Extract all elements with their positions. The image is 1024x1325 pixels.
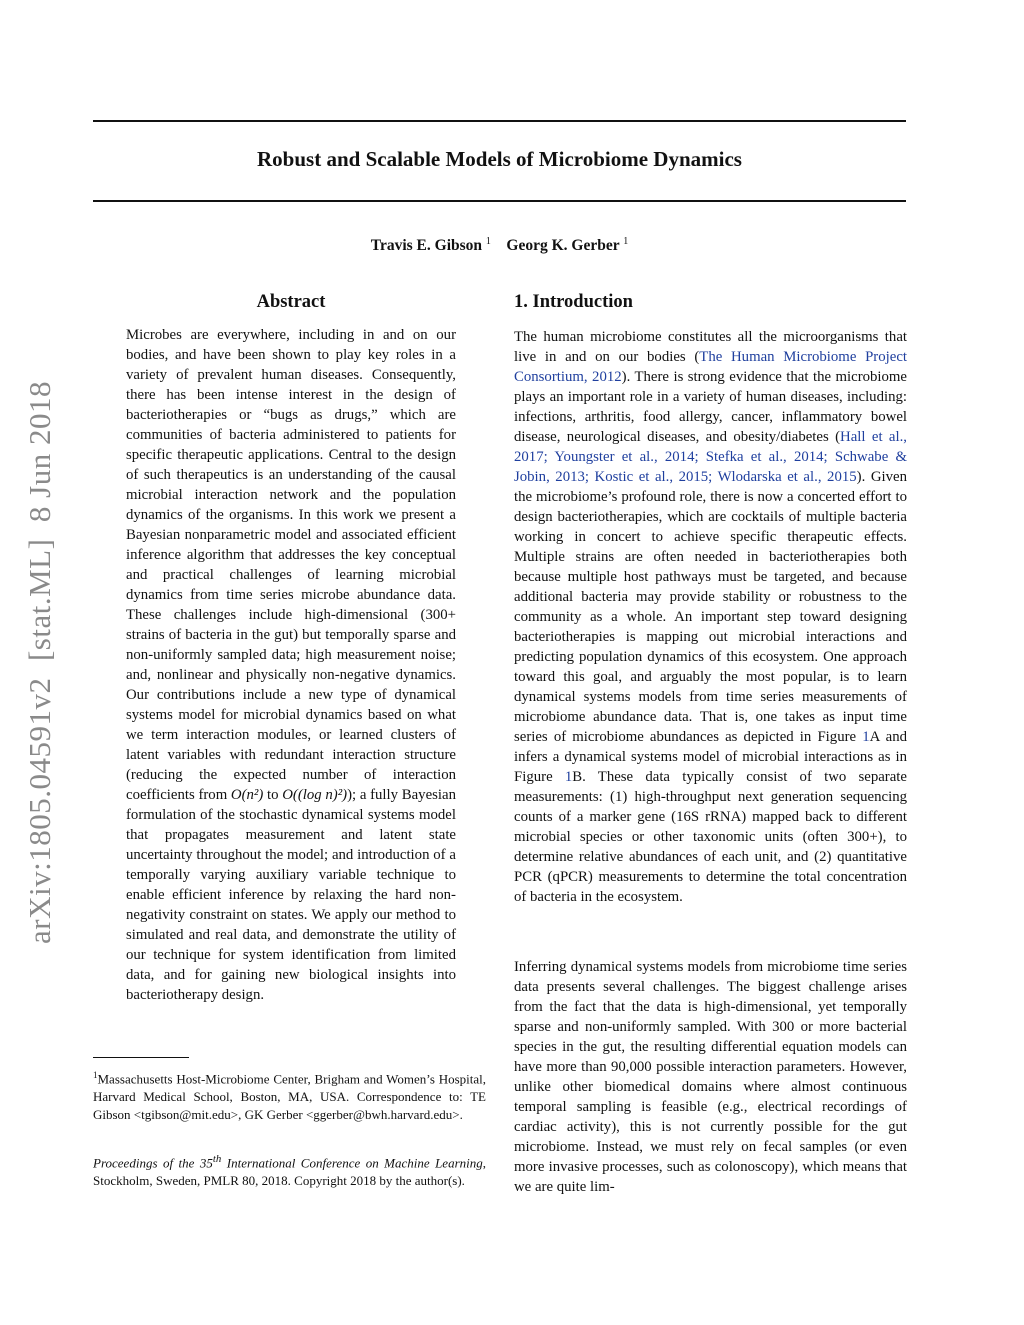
proceedings-venue: International Conference on Machine Learning (226, 1155, 483, 1171)
proceedings-details: , Stockholm, Sweden, PMLR 80, 2018. Copyright 2018 by the author(s). (93, 1155, 487, 1189)
footnote-rule (93, 1057, 189, 1058)
proceedings-note (93, 1150, 486, 1190)
abstract-heading: Abstract (256, 292, 326, 312)
affiliation-footnote (93, 1066, 486, 1124)
abstract-connector: to (267, 787, 279, 803)
abstract-text: ); a fully Bayesian formulation of the stochastic dynamical systems model that propagates measurement and latent state uncertainty throughout the model; and introduction of a temporally varying auxiliary variable technique to enable efficient inference by relaxing the hard non-negativity constraint on states. We apply our method to simulated and real data, and demonstrate the utility of our technique for system identification from limited data, and for gaining new biological insights into bacteriotherapy design. (126, 787, 456, 1003)
intro-paragraph-1 (514, 327, 907, 907)
intro-text: The human microbiome constitutes all the microorganisms that live in and on our bodies ( (514, 329, 907, 365)
title-rule-bottom (93, 200, 906, 202)
footnote-marker: 1 (93, 1070, 98, 1080)
abstract-body (126, 325, 456, 1005)
author-name: Travis E. Gibson (370, 237, 483, 255)
proceedings-venue: Proceedings of the (93, 1155, 195, 1171)
complexity-expression: O((log n)²) (282, 787, 348, 803)
intro-paragraph-2: Inferring dynamical systems models from microbiome time series data presents several challenges. The biggest challenge arises from the fact that the data is high-dimensional, yet temporally sparse and non-uniformly sampled. With 300 or more bacterial species in the gut, the resulting differential equation models can have more than 90,000 possible interaction parameters. However, unlike other biomedical domains where almost continuous temporal sampling is feasible (e.g., electrical recordings of cardiac activity), this is not currently possible for the gut microbiome. Instead, we must rely on fecal samples (or even more invasive processes, such as colonoscopy), which means that we are quite lim- (514, 959, 907, 1195)
intro-text: ). There is strong evidence that the microbiome plays an important role in a variety of human diseases, including: infections, arthritis, food allergy, cancer, inflammatory bowel disease, neurological diseases, and obesity/diabetes ( (514, 369, 907, 445)
conference-number-suffix: th (212, 1153, 222, 1165)
intro-text: A and infers a dynamical systems model of microbial interactions as in Figure (514, 729, 907, 785)
abstract-text: Microbes are everywhere, including in and on our bodies, and have been shown to play key roles in a variety of prevalent human diseases. Consequently, there has been intense interest in the design of bacteriotherapies or “bugs as drugs,” which are communities of bacteria administered to patients for specific therapeutic applications. Central to the design of such therapeutics is an understanding of the causal microbial interaction network and the population dynamics of the organisms. In this work we present a Bayesian nonparametric model and associated efficient inference algorithm that addresses the key conceptual and practical challenges of learning microbial dynamics from time series microbe abundance data. These challenges include high-dimensional (300+ strains of bacteria in the gut) but temporally sparse and non-uniformly sampled data; high measurement noise; and, nonlinear and physically non-negative dynamics. Our contributions include a new type of dynamical systems model for microbial dynamics based on what we term interaction modules, or learned clusters of latent variables with redundant interaction structure (reducing the expected number of interaction coefficients from (126, 327, 456, 803)
intro-text: ). Given the microbiome’s profound role, there is now a concerted effort to design bacteriotherapies, which are cocktails of multiple bacteria working in concert to achieve specific therapeutic effects. Multiple strains are often needed in bacteriotherapies both because multiple host pathways must be targeted, and because additional bacteria may provide stability or robustness to the community as a whole. An important step toward designing bacteriotherapies is mapping out microbial interactions and predicting population dynamics of this ecosystem. One approach toward this goal, and arguably the most popular, is to learn dynamical systems models from time series measurements of microbiome abundance data. That is, one takes as input time series of microbiome abundances as depicted in Figure (514, 469, 907, 745)
conference-number: 35 (199, 1155, 213, 1171)
intro-text: B. These data typically consist of two separate measurements: (1) high-throughput next generation sequencing counts of a marker gene (16S rRNA) mapped back to different microbial species or other taxonomic units (often 300+), to determine relative abundances of each unit, and (2) quantitative PCR (qPCR) measurements to determine the total concentration of bacteria in the ecosystem. (514, 769, 907, 905)
author-affiliation-marker: 1 (623, 236, 629, 247)
figure-reference-link[interactable]: 1 (862, 729, 870, 745)
footnote-text: Massachusetts Host-Microbiome Center, Brigham and Women’s Hospital, Harvard Medical School, Boston, MA, USA. Correspondence to: TE Gibson <tgibson@mit.edu>, GK Gerber <ggerber@bwh.harvard.edu>. (93, 1071, 486, 1123)
citation-link[interactable]: Hall et al., 2017; Youngster et al., 2014; Stefka et al., 2014; Schwabe & Jobin, 2013; Kostic et al., 2015; Wlodarska et al., 2015 (514, 429, 907, 485)
title-rule-top (93, 120, 906, 122)
figure-reference-link[interactable]: 1 (564, 769, 573, 785)
arxiv-stamp: arXiv:1805.04591v2 [stat.ML] 8 Jun 2018 (22, 381, 57, 944)
author-affiliation-marker: 1 (485, 236, 491, 247)
complexity-expression: O(n²) (230, 787, 264, 803)
introduction-heading: 1. Introduction (514, 292, 633, 312)
author-name: Georg K. Gerber (506, 237, 620, 255)
citation-link[interactable]: The Human Microbiome Project Consortium, 2012 (514, 349, 907, 385)
paper-title: Robust and Scalable Models of Microbiome Dynamics (257, 147, 742, 171)
author-list (93, 236, 906, 255)
